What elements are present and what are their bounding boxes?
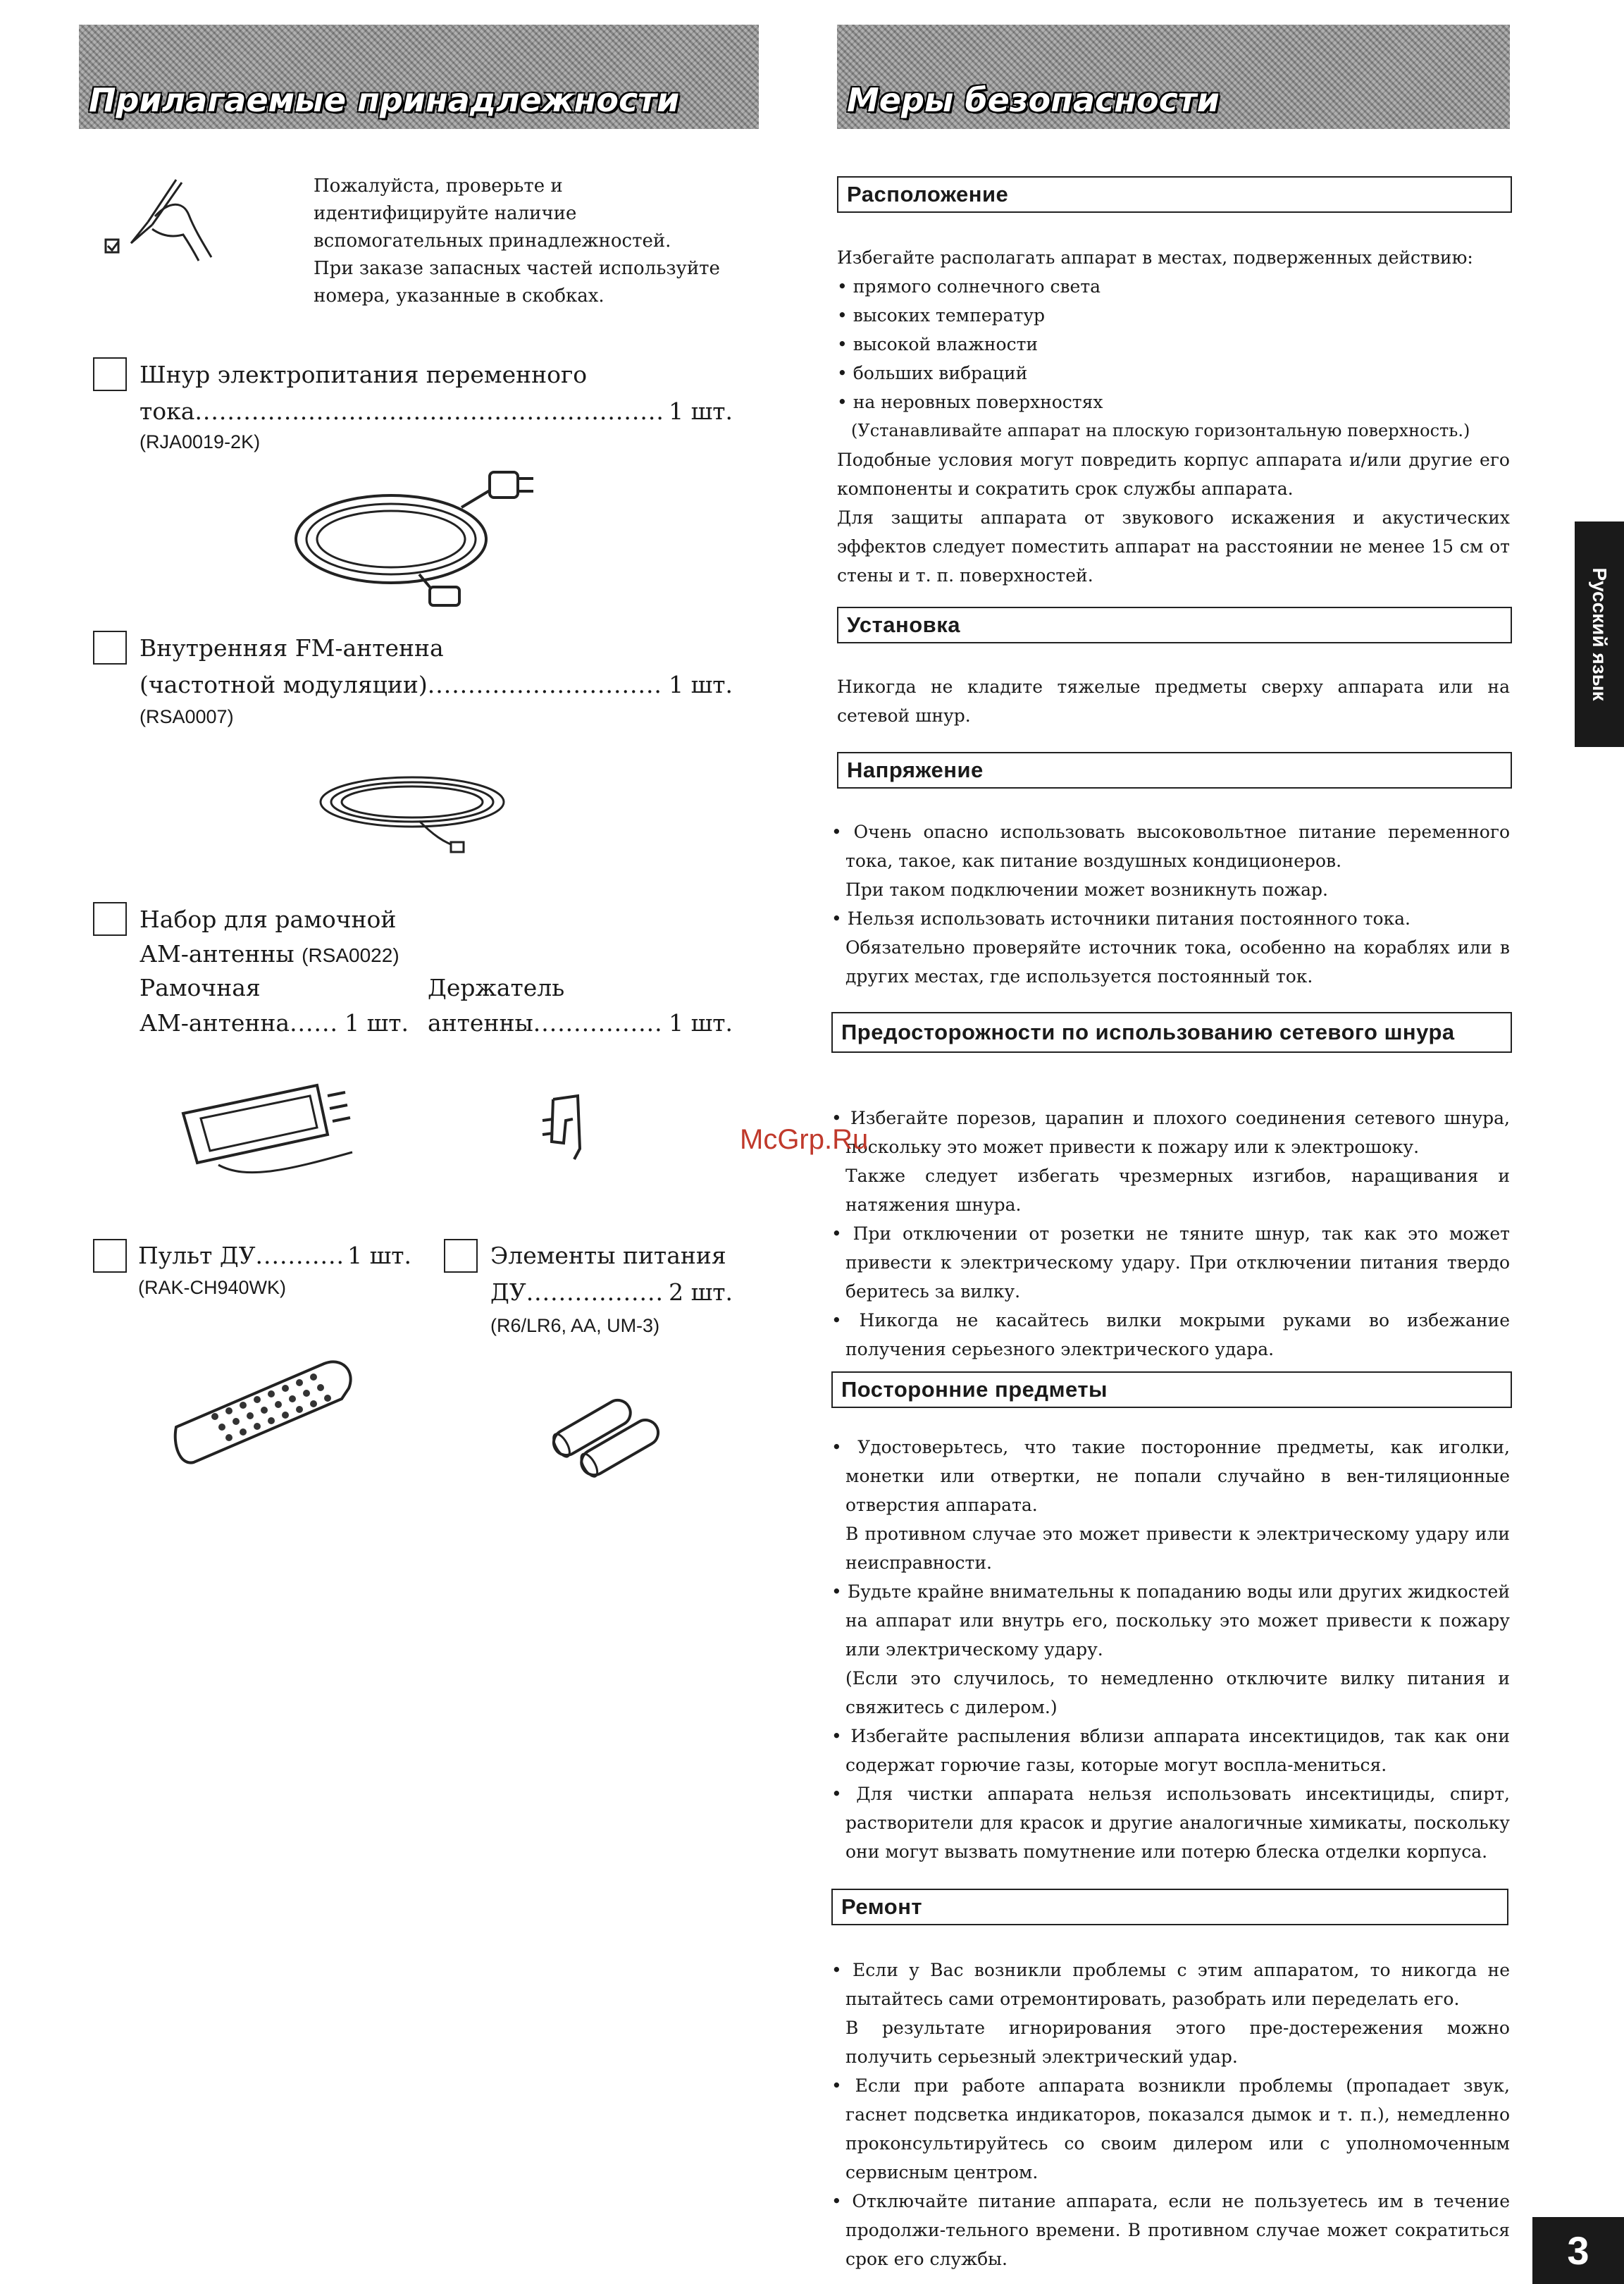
fm-antenna-quantity-line: (частотной модуляции) ..... 1 шт. <box>140 668 733 702</box>
remote-part-code: (RAK-CH940WK) <box>138 1277 287 1298</box>
am-antenna-checkbox[interactable] <box>93 902 127 936</box>
section-cord-body: • Избегайте порезов, царапин и плохого соединения сетевого шнура, поскольку это может привести к пожару или к электрошоку. Также следует избегать чрезмерных изгибов, наращивания и натяжения шнура. • При отключении от розетки не тяните шнур, так как это может привести к электрическому удару. При отключении питания твердо беритесь за вилку. • Никогда не касайтесь вилки мокрыми руками во избежание получения серьезного электрического удара. <box>831 1108 1510 1359</box>
section-foreign-title: Посторонние предметы <box>831 1371 1512 1408</box>
am-kit-label-line2: АМ-антенны (RSA0022) <box>140 940 399 968</box>
am-holder-label: Держатель <box>428 974 565 1001</box>
remote-checkbox[interactable] <box>93 1239 127 1273</box>
am-kit-label-line1: Набор для рамочной <box>140 906 397 933</box>
accessories-header-banner <box>79 25 759 129</box>
page-number: 3 <box>1532 2217 1624 2284</box>
batteries-checkbox[interactable] <box>444 1239 478 1273</box>
batteries-part-code: (R6/LR6, AA, UM-3) <box>490 1315 660 1336</box>
cord-checkbox[interactable] <box>93 357 127 391</box>
safety-title: Меры безопасности <box>847 81 1220 119</box>
antenna-holder-image <box>539 1092 595 1163</box>
remote-quantity-line: Пульт ДУ ..... 1 шт. <box>138 1239 411 1273</box>
cord-label-line1: Шнур электропитания переменного <box>140 361 588 388</box>
language-side-tab: Русский язык <box>1575 521 1624 747</box>
am-holder-quantity-line: антенны ..... 1 шт. <box>428 1006 733 1040</box>
section-installation-body: Никогда не кладите тяжелые предметы сверху аппарата или на сетевой шнур. <box>837 677 1510 726</box>
accessories-intro: Пожалуйста, проверьте и идентифицируйте наличие вспомогательных принадлежностей. При заказе запасных частей используйте номера, указанные в скобках. <box>314 175 720 307</box>
section-location-body: Избегайте располагать аппарат в местах, подверженных действию: • прямого солнечного света • высоких температур • высокой влажности • больших вибраций • на неровных поверхностях (Устанавливайте аппарат на плоскую горизонтальную поверхность.) Подобные условия могут повредить корпус аппарата и/или другие его компоненты и сократить срок службы аппарата. Для защиты аппарата от звукового искажения и акустических эффектов следует поместить аппарат на расстоянии не менее 15 см от стены и т. п. поверхностей. <box>837 247 1510 586</box>
fm-antenna-label-line1: Внутренняя FM-антенна <box>140 634 444 662</box>
am-loop-label: Рамочная <box>140 974 261 1001</box>
section-voltage-body: • Очень опасно использовать высоковольтное питание переменного тока, такое, как питание воздушных кондиционеров. При таком подключении может возникнуть пожар. • Нельзя использовать источники питания постоянного тока. Обязательно проверяйте источник тока, особенно на кораблях или в других местах, где используется постоянный ток. <box>831 822 1510 987</box>
section-installation-title: Установка <box>837 607 1512 643</box>
hand-checking-icon <box>106 173 225 271</box>
section-foreign-body: • Удостоверьтесь, что такие посторонние предметы, как иголки, монетки или отвертки, не попали случайно в вен-тиляционные отверстия аппарата. В противном случае это может привести к электрическому удару или неисправности. • Будьте крайне внимательны к попаданию воды или других жидкостей на аппарат или внутрь его, поскольку это может привести к пожару или электрическому удару. (Если это случилось, то немедленно отключите вилку питания и свяжитесь с дилером.) • Избегайте распыления вблизи аппарата инсектицидов, так как они содержат горючие газы, которые могут воспла-мениться. • Для чистки аппарата нельзя использовать инсектициды, спирт, растворители для красок и другие аналогичные химикаты, поскольку они могут вызвать помутнение или потерю блеска отделки корпуса. <box>831 1437 1510 1862</box>
safety-header-banner <box>837 25 1510 129</box>
fm-antenna-image <box>306 761 532 867</box>
power-cord-image <box>285 469 539 610</box>
fm-antenna-part-code: (RSA0007) <box>140 706 234 727</box>
accessories-title: Прилагаемые принадлежности <box>89 81 680 119</box>
batteries-image <box>543 1395 683 1487</box>
remote-control-image <box>173 1357 363 1476</box>
section-location-title: Расположение <box>837 176 1512 213</box>
fm-antenna-checkbox[interactable] <box>93 631 127 665</box>
am-loop-antenna-image <box>176 1082 366 1180</box>
batteries-label-line1: Элементы питания <box>490 1242 726 1269</box>
section-repair-title: Ремонт <box>831 1889 1508 1925</box>
section-repair-body: • Если у Вас возникли проблемы с этим аппаратом, то никогда не пытайтесь сами отремонтировать, разобрать или переделать его. В результате игнорирования этого пре-достережения можно получить серьезный электрический удар. • Если при работе аппарата возникли проблемы (пропадает звук, гаснет подсветка индикаторов, показался дымок и т. п.), немедленно проконсультируйтесь со своим дилером или с уполномоченным сервисным центром. • Отключайте питание аппарата, если не пользуетесь им в течение продолжи-тельного времени. В противном случае может сократиться срок его службы. <box>831 1960 1510 2269</box>
batteries-quantity-line: ДУ ..... 2 шт. <box>490 1276 733 1309</box>
cord-quantity-line: тока ..... 1 шт. <box>140 395 733 428</box>
am-loop-quantity-line: АМ-антенна ..... 1 шт. <box>140 1006 409 1040</box>
site-watermark: McGrp.Ru <box>740 1124 869 1155</box>
cord-part-code: (RJA0019-2K) <box>140 431 261 452</box>
section-cord-title: Предосторожности по использованию сетевого шнура <box>831 1012 1512 1053</box>
section-voltage-title: Напряжение <box>837 752 1512 789</box>
